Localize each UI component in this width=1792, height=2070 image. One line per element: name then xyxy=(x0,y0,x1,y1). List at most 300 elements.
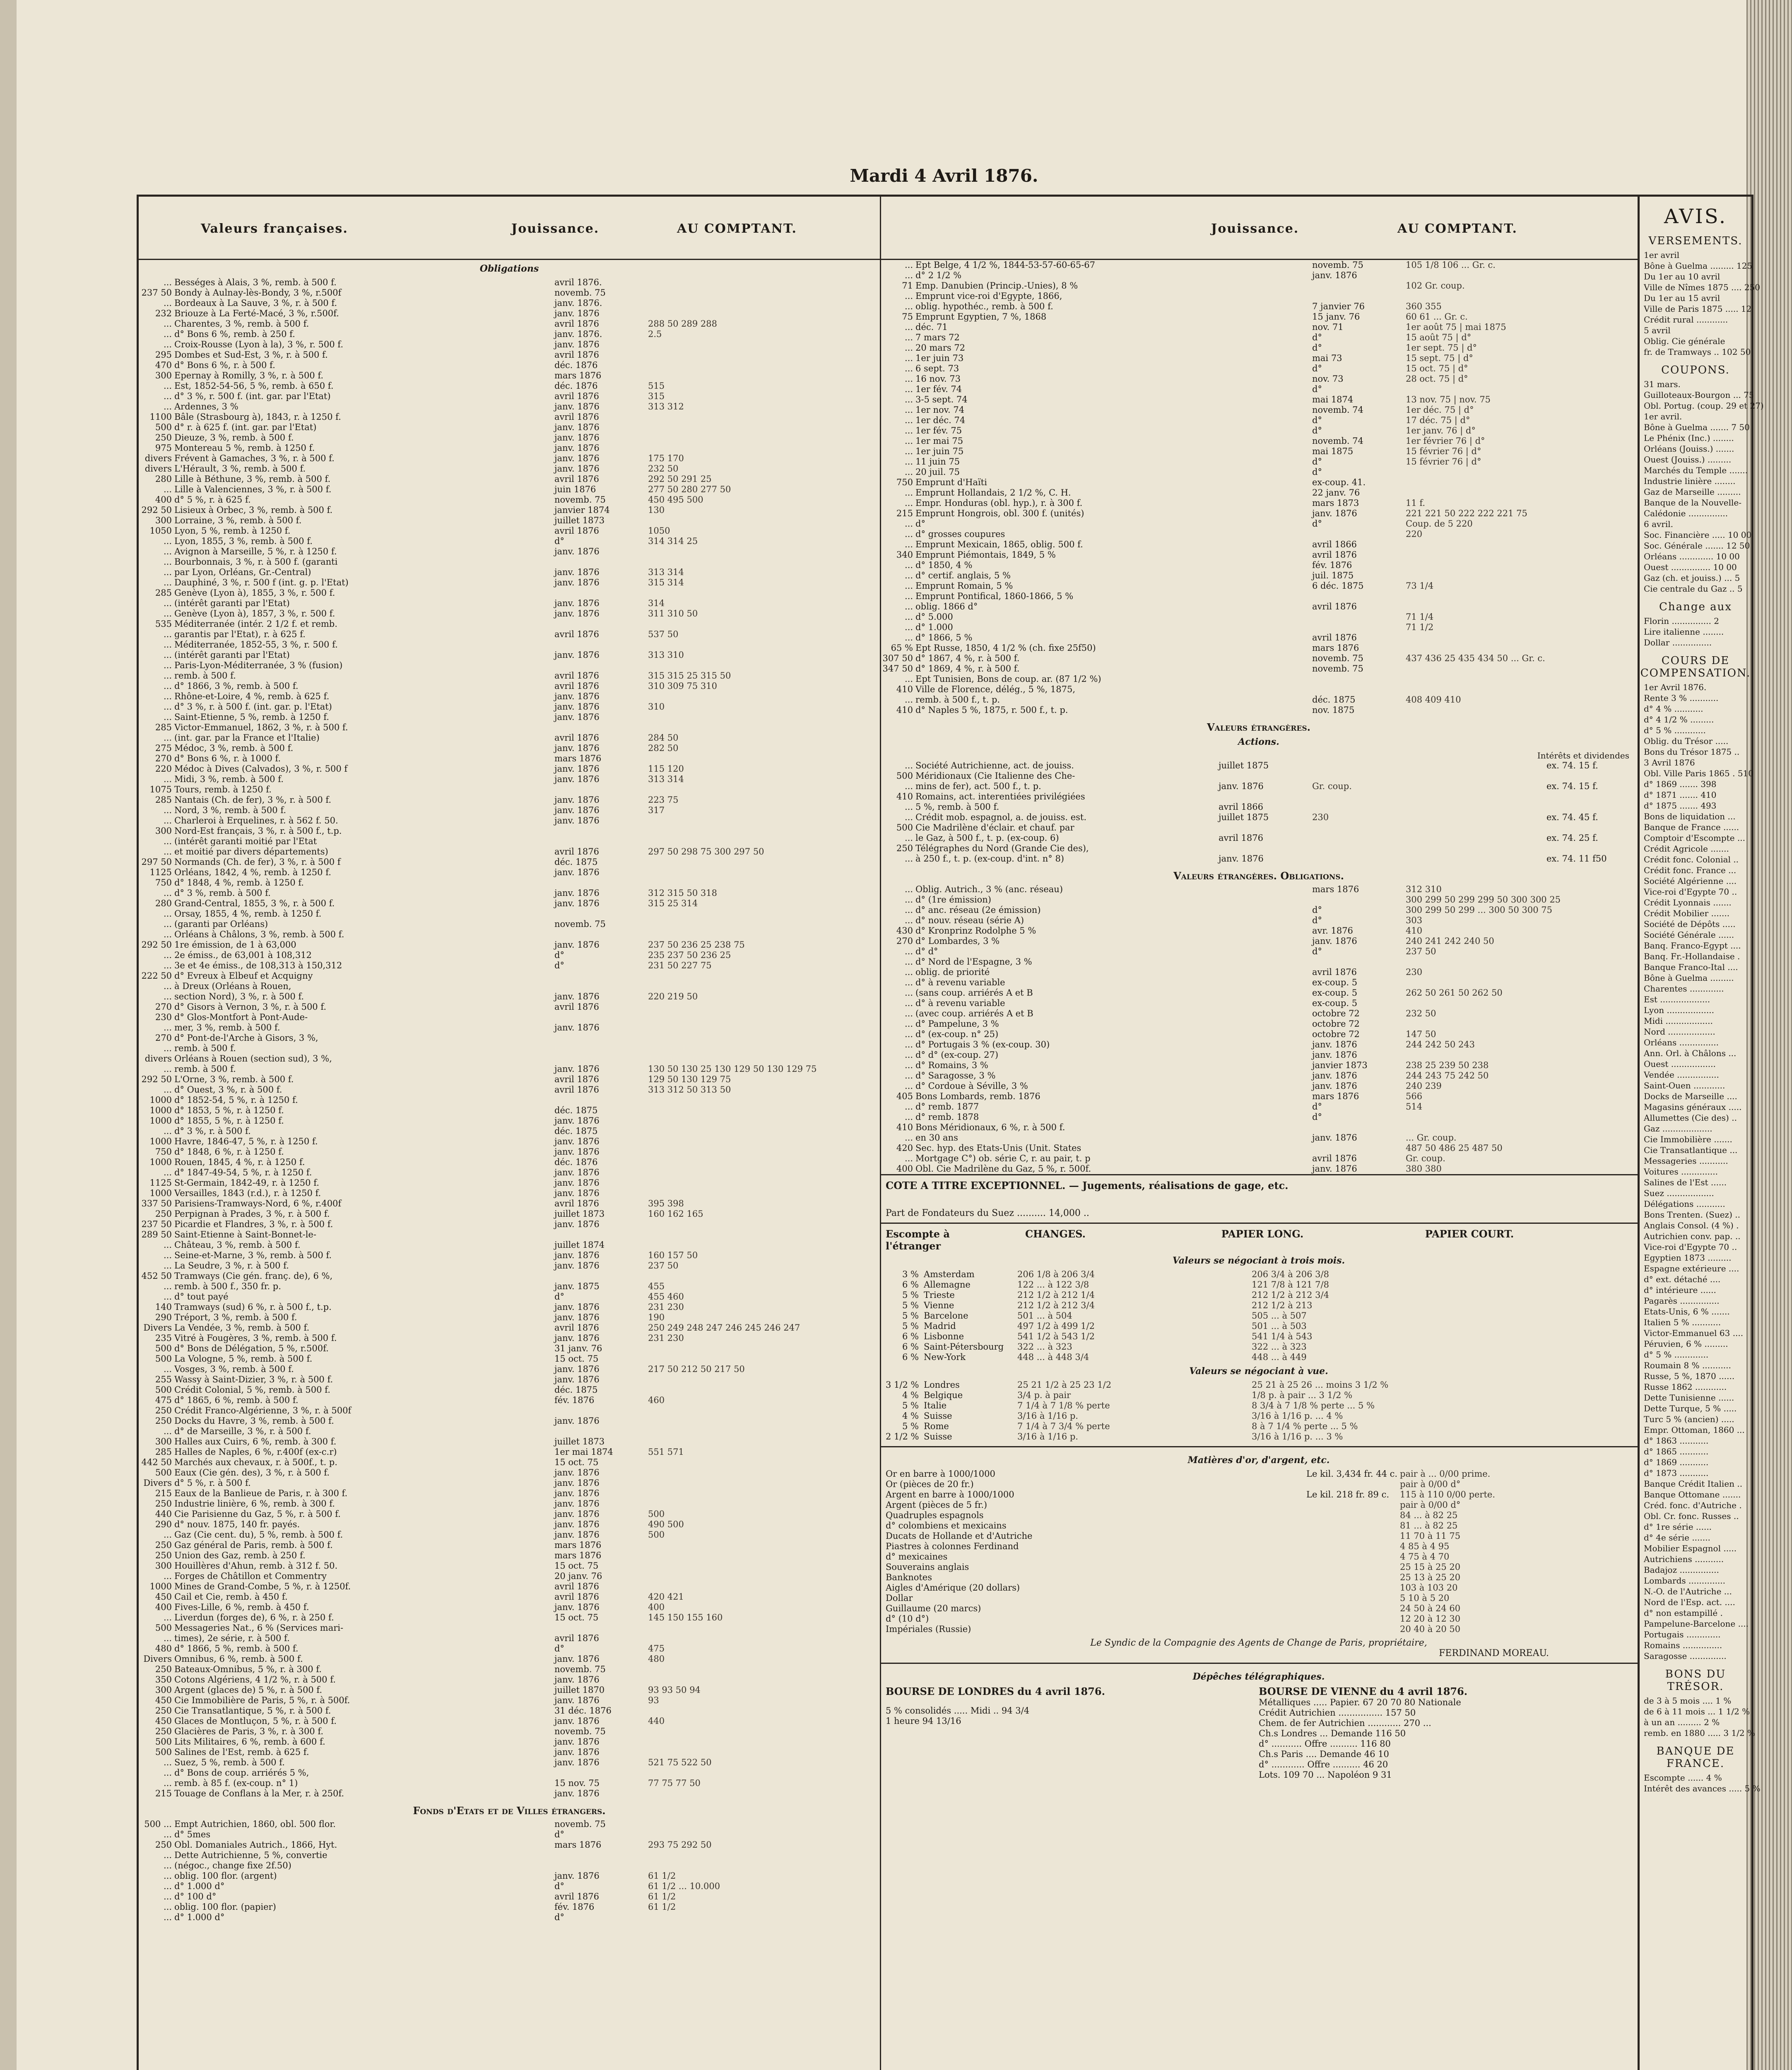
cell-b: d° 1852-54, 5 %, r. à 1250 f. xyxy=(174,1095,298,1105)
table-row xyxy=(139,360,880,371)
list-item: Escompte ...... 4 % xyxy=(1644,1773,1722,1783)
cell-a: ... xyxy=(904,581,913,591)
table-row xyxy=(139,753,880,764)
cell-b: Bordeaux à La Sauve, 3 %, r. à 500 f. xyxy=(174,298,337,308)
cell-a: ... xyxy=(904,446,913,456)
cell-a: 750 xyxy=(155,1147,172,1157)
cell-d xyxy=(646,339,880,350)
table-row xyxy=(880,926,1638,936)
cell-c: déc. 1875 xyxy=(554,1105,598,1115)
cell-c: Barcelone xyxy=(924,1311,968,1321)
cell-d: 223 75 xyxy=(648,795,679,805)
cell-b: 1er mai 75 xyxy=(915,436,963,446)
cell-a: ... xyxy=(163,1571,172,1581)
cell-c: juillet 1873 xyxy=(554,1437,605,1447)
cell-d: 501 ... à 503 xyxy=(1252,1321,1307,1331)
cell-b: d° à revenu variable xyxy=(915,998,1005,1008)
list-item: d° 4e série ....... xyxy=(1644,1533,1710,1543)
list-item: Obl. Ville Paris 1865 . 510 xyxy=(1644,768,1753,778)
cell-a: ... xyxy=(904,761,913,770)
cell-b: Marchés aux chevaux, r. à 500f., t. p. xyxy=(174,1457,337,1467)
cell-d: 212 1/2 à 212 3/4 xyxy=(1017,1300,1095,1310)
table-row xyxy=(880,977,1638,988)
cell-b: Emprunt Hongrois, obl. 300 f. (unités) xyxy=(915,508,1084,518)
cell-d xyxy=(1403,550,1638,560)
cell-a: ... xyxy=(163,1850,172,1860)
table-row xyxy=(139,1716,880,1726)
table-row xyxy=(880,488,1638,498)
list-item: Oblig. du Trésor ..... xyxy=(1644,736,1729,746)
list-item: Est ................... xyxy=(1644,994,1710,1004)
cell-b: Cie Parisienne du Gaz, 5 %, r. à 500 f. xyxy=(174,1509,341,1519)
cell-a: 215 xyxy=(155,1488,172,1498)
cell-d: 25 13 à 25 20 xyxy=(1400,1572,1461,1582)
cell-c xyxy=(1304,1624,1397,1634)
middle-header xyxy=(880,197,1638,260)
cell-b: remb. à 500 f., t. p. xyxy=(915,695,1000,705)
cell-a: ... xyxy=(163,402,172,412)
cell-c: janv. 1876 xyxy=(554,1737,600,1747)
table-row xyxy=(139,1685,880,1695)
cell-d xyxy=(646,288,880,298)
cell-b: et moitié par divers départements) xyxy=(174,847,328,857)
cell-c xyxy=(552,878,646,888)
cell-b: d° Bons 6 %, remb. à 250 f. xyxy=(174,329,295,339)
cell-c: janv. 1876 xyxy=(1312,1050,1357,1060)
cell-a: ... xyxy=(904,957,913,967)
cell-c: fév. 1876 xyxy=(554,1902,595,1912)
table-row xyxy=(139,857,880,867)
cell-d xyxy=(646,878,880,888)
cell-a: 450 xyxy=(155,1695,172,1705)
list-item: Crédit Autrichien ................ 157 50 xyxy=(1259,1708,1416,1718)
cell-d xyxy=(646,1023,880,1033)
list-item: d° 4 % ........... xyxy=(1644,704,1703,714)
cell-d: 1er sept. 75 | d° xyxy=(1406,343,1477,353)
cell-b: d° Gisors à Vernon, 3 %, r. à 500 f. xyxy=(174,1002,327,1012)
cell-c xyxy=(552,981,646,992)
list-item: Le Phénix (Inc.) ........ xyxy=(1644,433,1734,443)
cell-a: ... xyxy=(163,733,172,743)
cell-d: 314 xyxy=(648,598,665,608)
cell-a: 4 % xyxy=(902,1390,919,1400)
cell-b: déc. 71 xyxy=(915,322,948,332)
cell-b: Docks du Havre, 3 %, remb. à 500 f. xyxy=(174,1416,334,1426)
cell-d: 541 1/2 à 543 1/2 xyxy=(1017,1331,1095,1341)
cell-b: Télégraphes du Nord (Grande Cie des), xyxy=(915,843,1089,853)
cell-d: 5 10 à 5 20 xyxy=(1400,1593,1450,1603)
cell-c: janv. 1876 xyxy=(554,598,600,608)
cell-b: (intérêt garanti par l'Etat) xyxy=(174,598,290,608)
cell-c xyxy=(1304,1614,1397,1624)
cell-c: Suisse xyxy=(924,1432,952,1442)
cell-c xyxy=(552,909,646,919)
cell-a: 500 xyxy=(896,771,913,781)
cell-d: 310 309 75 310 xyxy=(648,681,717,691)
cell-c xyxy=(552,1426,646,1437)
table-row xyxy=(139,433,880,443)
sight-title: Valeurs se négociant à vue. xyxy=(1189,1366,1328,1377)
cell-d: 220 219 50 xyxy=(648,992,698,1001)
cell-a: ... xyxy=(163,484,172,494)
table-row xyxy=(880,792,1638,802)
table-row xyxy=(139,681,880,691)
cell-c: avril 1876 xyxy=(554,629,599,639)
table-row xyxy=(880,1050,1638,1060)
cell-c: Suisse xyxy=(924,1411,952,1421)
cell-b: (intérêt garanti par l'Etat) xyxy=(174,650,290,660)
list-item: de 3 à 5 mois .... 1 % xyxy=(1644,1696,1732,1706)
cell-c: d° xyxy=(1312,332,1322,342)
cell-b: 16 nov. 73 xyxy=(915,374,961,384)
cell-c: d° xyxy=(1312,415,1322,425)
cell-d xyxy=(1403,977,1638,988)
cell-a: ... xyxy=(904,1153,913,1163)
cell-c: janv. 1876 xyxy=(1312,508,1357,518)
table-row xyxy=(880,812,1638,823)
table-row xyxy=(139,1468,880,1478)
cell-d xyxy=(646,1157,880,1167)
table-row xyxy=(139,609,880,619)
cell-a: ... xyxy=(163,1240,172,1250)
cell-c xyxy=(1310,1143,1403,1153)
table-row xyxy=(139,774,880,785)
cell-b: Dombes et Sud-Est, 3 %, r. à 500 f. xyxy=(174,350,328,360)
cell-c: nov. 71 xyxy=(1312,322,1344,332)
cell-b: d° Portugais 3 % (ex-coup. 30) xyxy=(915,1040,1050,1049)
list-item: 5 avril xyxy=(1644,325,1671,335)
table-row xyxy=(880,270,1638,281)
cell-a: 500 ... xyxy=(144,1819,172,1829)
list-item: Espagne extérieure .... xyxy=(1644,1264,1739,1273)
list-item: Du 1er au 10 avril xyxy=(1644,272,1720,282)
cell-d xyxy=(646,546,880,557)
cell-b: Ardennes, 3 % xyxy=(174,402,238,412)
cell-d: 313 314 xyxy=(648,567,684,577)
table-row xyxy=(139,350,880,360)
cell-c: mars 1876 xyxy=(554,371,602,380)
cell-d: 7 1/4 à 7 3/4 % perte xyxy=(1017,1421,1110,1431)
cell-b: Avignon à Marseille, 5 %, r. à 1250 f. xyxy=(174,546,337,556)
cell-a: Divers xyxy=(143,1654,172,1664)
table-row xyxy=(880,529,1638,539)
cell-a: 410 xyxy=(896,684,913,694)
cell-b: d° 1847-49-54, 5 %, r. à 1250 f. xyxy=(174,1167,312,1177)
cell-d: 221 221 50 222 222 221 75 xyxy=(1406,508,1527,518)
cell-b: Mortgage C°) ob. série C, r. au pair, t. p xyxy=(915,1153,1091,1163)
cell-d xyxy=(646,1737,880,1747)
cell-c: mai 1875 xyxy=(1312,446,1354,456)
cell-b: Quadruples espagnols xyxy=(886,1510,984,1520)
cell-a: ... xyxy=(904,1029,913,1039)
table-row xyxy=(880,363,1638,374)
table-row xyxy=(880,591,1638,602)
list-item: Créd. fonc. d'Autriche . xyxy=(1644,1500,1742,1510)
list-item: 6 avril. xyxy=(1644,519,1674,529)
cell-b: d° colombiens et mexicains xyxy=(886,1521,1007,1531)
cell-c xyxy=(1304,1583,1397,1593)
cell-c: janv. 1876 xyxy=(554,867,600,877)
cell-d: 231 50 227 75 xyxy=(648,960,712,970)
cell-d xyxy=(646,1850,880,1861)
cell-c xyxy=(552,1406,646,1416)
cell-b: Ept Tunisien, Bons de coup. ar. (87 1/2 %) xyxy=(915,674,1101,684)
table-row xyxy=(139,1509,880,1519)
cell-d xyxy=(646,371,880,381)
cell-d: 20 40 à 20 50 xyxy=(1400,1624,1461,1634)
cell-b: d° nouv. 1875, 140 fr. payés. xyxy=(174,1519,300,1529)
cell-b: Charentes, 3 %, remb. à 500 f. xyxy=(174,319,309,329)
cell-c: janv. 1876 xyxy=(1312,1071,1357,1081)
cell-b: en 30 ans xyxy=(915,1133,958,1143)
cell-b: mins de fer), act. 500 f., t. p. xyxy=(915,781,1041,791)
table-row xyxy=(880,1009,1638,1019)
cell-a: 500 xyxy=(155,1385,172,1395)
list-item: d° 1865 ........... xyxy=(1644,1447,1709,1456)
cell-c xyxy=(1310,529,1403,539)
table-row xyxy=(880,1164,1638,1174)
cell-b: d° Cordoue à Séville, 3 % xyxy=(915,1081,1028,1091)
table-row xyxy=(139,992,880,1002)
table-row xyxy=(139,567,880,578)
table-row xyxy=(139,712,880,722)
cell-a: 400 xyxy=(896,1164,913,1174)
cell-c: 15 oct. 75 xyxy=(554,1613,599,1622)
cell-d: 217 50 212 50 217 50 xyxy=(648,1364,745,1374)
cell-d: 322 ... à 323 xyxy=(1017,1342,1072,1352)
cell-a: 5 % xyxy=(902,1290,919,1300)
cell-c: d° xyxy=(1312,915,1322,925)
cell-d: 2.5 xyxy=(648,329,662,339)
cell-a: 500 xyxy=(155,422,172,432)
cell-b: d° 1.000 xyxy=(915,622,953,632)
table-row xyxy=(880,281,1638,291)
table-row xyxy=(139,1613,880,1623)
list-item: Banq. Franco-Egypt .... xyxy=(1644,941,1741,951)
cell-d: 206 3/4 à 206 3/8 xyxy=(1252,1269,1329,1279)
cell-b: d° anc. réseau (2e émission) xyxy=(915,905,1041,915)
cell-a: ... xyxy=(163,329,172,339)
cell-b: Orléans, 1842, 4 %, remb. à 1250 f. xyxy=(174,867,331,877)
cell-b: Tramways (Cie gén. franç. de), 6 %, xyxy=(174,1271,333,1281)
cell-d: 71 1/2 xyxy=(1406,622,1434,632)
cell-c xyxy=(1304,1541,1397,1552)
table-row xyxy=(139,474,880,484)
cell-b: d° 100 d° xyxy=(174,1892,217,1902)
cell-a: 5 % xyxy=(902,1321,919,1331)
table-row xyxy=(139,1602,880,1613)
table-row xyxy=(139,371,880,381)
cell-c: fév. 1876 xyxy=(1312,560,1352,570)
cell-c: d° xyxy=(1312,1112,1322,1122)
cell-c: d° xyxy=(554,960,564,970)
cell-a: 1000 xyxy=(149,1136,172,1146)
cell-a: ... xyxy=(163,277,172,287)
cell-b: Lille à Béthune, 3 %, remb. à 500 f. xyxy=(174,474,331,484)
cell-c: janv. 1876 xyxy=(554,1716,600,1726)
cell-b: Ept Belge, 4 1/2 %, 1844-53-57-60-65-67 xyxy=(915,260,1096,270)
cell-b: Ducats de Hollande et d'Autriche xyxy=(886,1531,1033,1541)
bons-title: BONS DU TRÉSOR. xyxy=(1665,1668,1726,1693)
cell-a: 1000 xyxy=(149,1188,172,1198)
cell-a: ... xyxy=(904,353,913,363)
cell-d: 11 70 à 11 75 xyxy=(1400,1531,1461,1541)
cell-d xyxy=(1403,664,1638,674)
cell-c: d° xyxy=(554,536,564,546)
table-row xyxy=(139,1437,880,1447)
cell-d: 15 février 76 | d° xyxy=(1406,457,1481,467)
cell-a: 6 % xyxy=(902,1352,919,1362)
cell-b: La Vendée, 3 %, remb. à 500 f. xyxy=(174,1323,310,1333)
cell-b: mer, 3 %, remb. à 500 f. xyxy=(174,1023,280,1033)
list-item: Crédit Lyonnais ....... xyxy=(1644,898,1732,907)
table-row xyxy=(880,1029,1638,1040)
cell-d: 313 312 xyxy=(648,402,684,412)
table-row xyxy=(880,446,1638,457)
cell-c: Saint-Pétersbourg xyxy=(924,1342,1004,1352)
cell-d xyxy=(646,1240,880,1250)
list-item: d° ext. détaché .... xyxy=(1644,1274,1721,1284)
cell-b: section Nord), 3 %, r. à 500 f. xyxy=(174,992,304,1001)
table-row xyxy=(139,795,880,805)
cell-a: 230 xyxy=(155,1012,172,1022)
cell-c: avril 1876 xyxy=(554,1633,599,1643)
table-row xyxy=(139,1074,880,1085)
table-row xyxy=(139,764,880,774)
cell-c: avril 1876 xyxy=(554,847,599,857)
cell-a: 280 xyxy=(155,474,172,484)
cell-d xyxy=(1403,467,1638,477)
list-item: d° ........... Offre .......... 116 80 xyxy=(1259,1739,1391,1749)
table-row xyxy=(880,622,1638,633)
cell-c: janv. 1876 xyxy=(554,1602,600,1612)
cell-a: ... xyxy=(163,1861,172,1870)
table-row xyxy=(139,536,880,546)
cell-c xyxy=(552,640,646,650)
cell-a: 65 % xyxy=(891,643,913,653)
table-row xyxy=(139,1188,880,1199)
table-row xyxy=(139,1250,880,1261)
cell-d: 3/16 à 1/16 p. xyxy=(1017,1432,1078,1442)
vienna-title: BOURSE DE VIENNE du 4 avril 1876. xyxy=(1259,1685,1468,1697)
cell-c: janv. 1876 xyxy=(554,433,600,443)
cell-a: 250 xyxy=(155,1840,172,1850)
cell-a: ... xyxy=(904,1060,913,1070)
list-item: Guilloteaux-Bourgon ... 75 xyxy=(1644,390,1754,400)
cell-b: remb. à 85 f. (ex-coup. n° 1) xyxy=(174,1778,298,1788)
table-row xyxy=(880,291,1638,301)
cell-c xyxy=(552,619,646,629)
cell-a: 292 50 xyxy=(141,1074,172,1084)
cell-c xyxy=(1310,684,1403,695)
list-item: d° ............ Offre .......... 46 20 xyxy=(1259,1760,1388,1769)
cell-d: 277 50 280 277 50 xyxy=(648,484,731,494)
cell-d: 460 xyxy=(648,1395,665,1405)
cell-d xyxy=(1403,602,1638,612)
cell-b: Bourbonnais, 3 %, r. à 500 f. (garanti xyxy=(174,557,338,567)
cell-c: novemb. 74 xyxy=(1312,405,1363,415)
table-row xyxy=(139,1540,880,1550)
table-row xyxy=(880,1112,1638,1122)
table-row xyxy=(139,588,880,598)
cell-b: Nord, 3 %, remb. à 500 f. xyxy=(174,805,287,815)
cell-a: 2 1/2 % xyxy=(886,1432,919,1442)
cell-b: Halles de Naples, 6 %, r.400f (ex-c.r) xyxy=(174,1447,337,1457)
cell-a: 1000 xyxy=(149,1105,172,1115)
table-row xyxy=(139,847,880,857)
list-item: d° 1863 ........... xyxy=(1644,1436,1709,1446)
cell-d: 145 150 155 160 xyxy=(648,1613,723,1622)
cell-d: 3/16 à 1/16 p. xyxy=(1017,1411,1078,1421)
table-row xyxy=(886,1603,1632,1614)
list-item: Soc. Générale ....... 12 50 xyxy=(1644,541,1750,551)
table-row xyxy=(139,1416,880,1426)
table-row xyxy=(880,905,1638,915)
cell-c: d° xyxy=(1312,467,1322,477)
cell-a: ... xyxy=(904,436,913,446)
cell-a: 290 xyxy=(155,1312,172,1322)
table-row xyxy=(880,936,1638,946)
cell-d xyxy=(1403,633,1638,643)
list-item: 1 heure 94 13/16 xyxy=(886,1716,961,1726)
cell-d: 212 1/2 à 212 3/4 xyxy=(1252,1290,1329,1300)
table-row xyxy=(139,733,880,743)
cell-b: Bességes à Alais, 3 %, remb. à 500 f. xyxy=(174,277,337,287)
cell-a: ... xyxy=(904,270,913,280)
cell-c xyxy=(552,557,646,567)
table-row xyxy=(880,653,1638,664)
table-row xyxy=(880,771,1638,781)
cell-c: octobre 72 xyxy=(1312,1009,1360,1018)
cell-d: 380 380 xyxy=(1406,1164,1442,1174)
cell-b: Nord-Est français, 3 %, r. à 500 f., t.p. xyxy=(174,826,342,836)
cell-c: janv. 1876 xyxy=(554,567,600,577)
cell-a: ... xyxy=(904,1019,913,1029)
cell-d: 77 75 77 50 xyxy=(648,1778,701,1788)
cell-b: 1er nov. 74 xyxy=(915,405,965,415)
table-row xyxy=(139,1788,880,1799)
cell-a: ... xyxy=(904,1050,913,1060)
cell-d xyxy=(646,1426,880,1437)
list-item: Florin ............... 2 xyxy=(1644,616,1719,626)
cell-c: octobre 72 xyxy=(1312,1019,1360,1029)
list-item: Vice-roi d'Egypte 70 .. xyxy=(1644,887,1737,897)
cell-b: d° remb. 1878 xyxy=(915,1112,979,1122)
cell-b: Méditerranée (intér. 2 1/2 f. et remb. xyxy=(174,619,337,629)
cell-a: 237 50 xyxy=(141,1219,172,1229)
cell-b: Salines de l'Est, remb. à 625 f. xyxy=(174,1747,309,1757)
list-item: N.-O. de l'Autriche ... xyxy=(1644,1586,1732,1596)
cell-b: Bondy à Aulnay-lès-Bondy, 3 %, r.500f xyxy=(174,288,342,298)
table-row xyxy=(139,1519,880,1530)
page-edge xyxy=(0,0,17,2070)
cell-c: d° xyxy=(1312,905,1322,915)
list-item: Russe, 5 %, 1870 ...... xyxy=(1644,1371,1735,1381)
cell-c: Amsterdam xyxy=(924,1269,975,1279)
cell-b: Crédit Franco-Algérienne, 3 %, r. à 500f xyxy=(174,1406,352,1415)
versements-rows xyxy=(1640,250,1761,357)
cell-b: d° 3 %, r. à 500 f. xyxy=(174,1126,251,1136)
table-row xyxy=(886,1490,1632,1500)
table-row xyxy=(880,405,1638,415)
cell-b: Lorraine, 3 %, remb. à 500 f. xyxy=(174,515,302,525)
cell-b: 5 %, remb. à 500 f. xyxy=(915,802,1000,812)
table-row xyxy=(886,1521,1632,1531)
cell-d: 25 21 1/2 à 25 23 1/2 xyxy=(1017,1380,1112,1390)
cell-c: novemb. 75 xyxy=(554,288,606,298)
table-row xyxy=(139,1695,880,1706)
cell-c: ex. 74. 25 f. xyxy=(1546,833,1598,843)
